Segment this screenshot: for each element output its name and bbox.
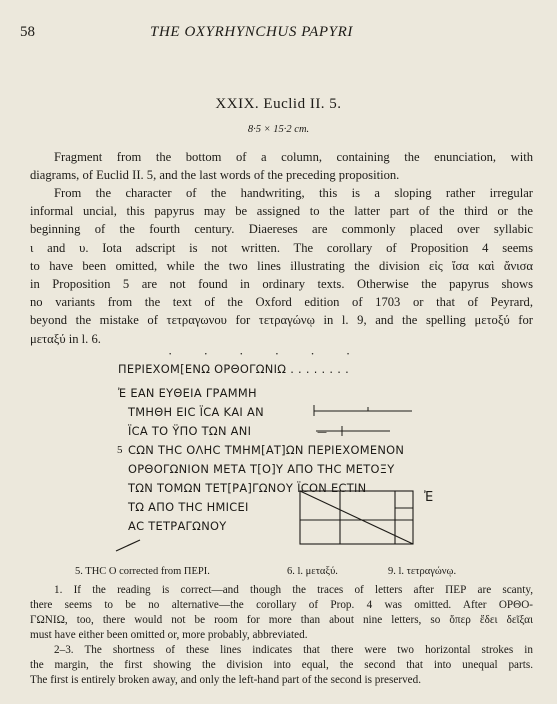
text-line: Fragment from the bottom of a column, containing the enunciation, with [54, 150, 533, 164]
text-line: beyond the mistake of τετραγωνου for τετραγώνῳ in l. 9, and the spelling μετοξύ for [30, 313, 533, 328]
text-line: informal uncial, this papyrus may be assigned to the latter part of the third or the [30, 204, 533, 219]
note-line: ΓΩΝΙΩ, too, there would not be room for more than about nine letters, so ὅπερ ἔδει δεῖξαι [30, 614, 533, 626]
papyrus-line-5: ΟΡΘΟΓΩΝΙΟΝ ΜΕΤΑ Τ[Ο]Υ ΑΠΟ ΤΗC ΜΕΤΟΞΥ [128, 462, 395, 476]
note-line: 2–3. The shortness of these lines indicates that there were two horizontal strokes in [54, 644, 533, 656]
papyrus-line-4: CΩΝ ΤΗC ΟΛΗC ΤΜΗΜ[ΑΤ]ΩΝ ΠΕΡΙΕΧΟΜΕΝΟΝ [128, 443, 405, 457]
note-line: must have either been omitted or, more probably, abbreviated. [30, 629, 308, 641]
unequal-division-stroke [316, 426, 390, 438]
text-line: in Proposition 5 are not found in ordinary texts. Otherwise the papyrus shows [30, 277, 533, 292]
app-crit-line-5: 5. ΤΗC Ο corrected from ΠΕΡΙ. [75, 566, 210, 577]
section-title: XXIX. Euclid II. 5. [215, 96, 342, 112]
page-number: 58 [20, 24, 35, 40]
line-number-5: 5 [117, 444, 123, 456]
epsilon-mark: Ἐ [424, 490, 434, 505]
text-line: ι and υ. Iota adscript is not written. The corollary of Proposition 4 seems [30, 240, 533, 255]
text-line: to have been omitted, while the two lines illustrating the division εἰς ἴσα καὶ ἄνισα [30, 258, 533, 273]
note-line: the margin, the first showing the division into equal, the second that into unequal parts. [30, 659, 533, 671]
papyrus-line-0: ΠΕΡΙΕΧΟΜ[ΕΝΩ ΟΡΘΟΓΩΝΙΩ . . . . . . . . [118, 362, 350, 376]
note-line: The first is entirely broken away, and only the left-hand part of the second is preserved. [30, 674, 422, 686]
papyrus-dimensions: 8·5 × 15·2 cm. [247, 124, 310, 135]
margin-stroke [116, 540, 140, 551]
papyrus-line-2: ΤΜΗΘΗ ΕΙC ΪCΑ ΚΑΙ ΑΝ [128, 405, 264, 419]
text-line: no variants from the text of the Oxford edition of 1703 or that of Peyrard, [30, 295, 533, 310]
note-line: there seems to be no alternative—the corollary of Prop. 4 was omitted. After ΟΡΘΟ- [30, 599, 533, 611]
app-crit-line-6: 6. l. μεταξύ. [287, 566, 338, 577]
text-line: diagrams, of Euclid II. 5, and the last words of the preceding proposition. [30, 168, 400, 183]
note-line: 1. If the reading is correct—and though the traces of letters after ΠΕΡ are scanty, [54, 584, 533, 596]
diaeresis-dots: · · · · · · [168, 346, 365, 361]
papyrus-line-7: ΤΩ ΑΠΟ ΤΗC ΗΜΙCΕΙ [128, 500, 249, 514]
papyrus-line-6: ΤΩΝ ΤΟΜΩΝ ΤΕΤ[ΡΑ]ΓΩΝΟΥ ÏCΟΝ ΕCΤΙΝ [128, 481, 367, 495]
text-line: From the character of the handwriting, this is a sloping rather irregular [54, 186, 533, 200]
text-line: beginning of the fourth century. Diaereses are commonly placed over syllabic [30, 222, 533, 237]
commentary-notes [30, 583, 533, 688]
running-title: THE OXYRHYNCHUS PAPYRI [150, 24, 353, 40]
papyrus-line-8: ΑC ΤΕΤΡΑΓΩΝΟΥ [128, 519, 227, 533]
square-diagram [300, 491, 413, 544]
equal-division-stroke [314, 405, 412, 416]
text-line: μεταξύ in l. 6. [30, 331, 101, 346]
papyrus-line-1: Ἐ ΕΑΝ ΕΥΘΕΙΑ ΓΡΑΜΜΗ [118, 386, 257, 400]
svg-text:—: — [317, 427, 327, 438]
app-crit-line-9: 9. l. τετραγώνῳ. [388, 566, 457, 577]
papyrus-line-3: ΪCΑ ΤΟ ΫΠΟ ΤΩΝ ΑΝΙ [128, 424, 252, 438]
